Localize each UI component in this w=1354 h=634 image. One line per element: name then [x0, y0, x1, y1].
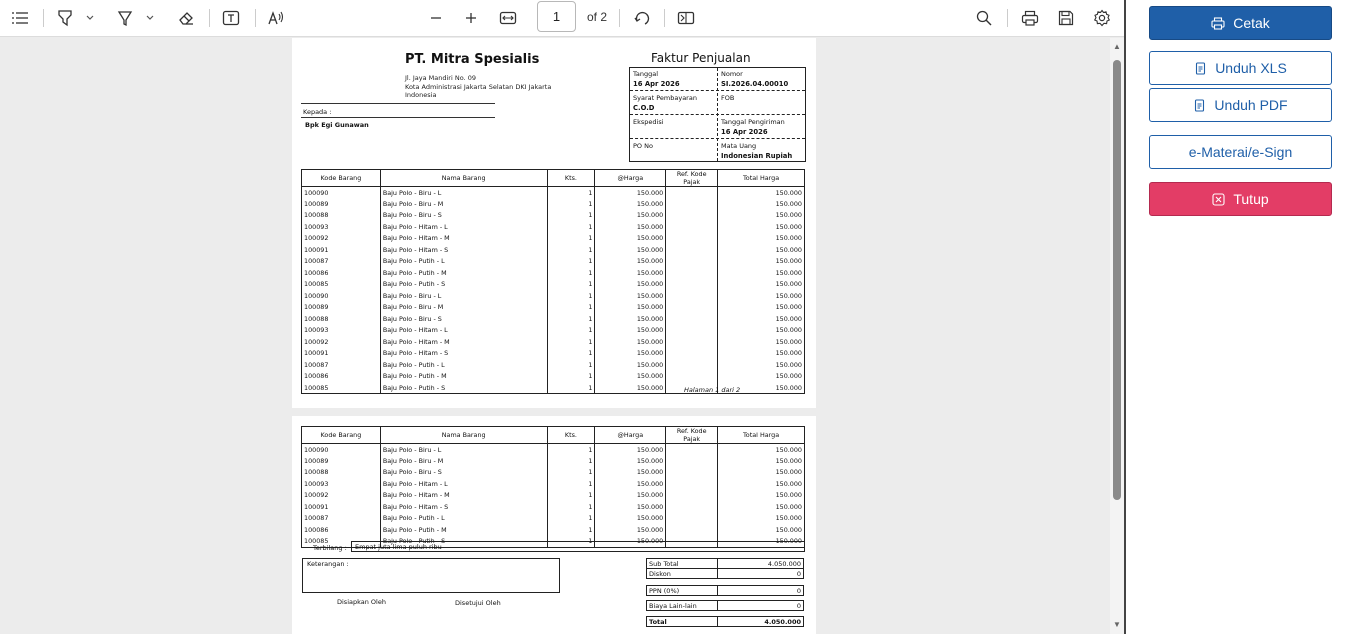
table-cell: Baju Polo - Hitam - M	[380, 336, 547, 348]
toolbar-divider	[1007, 9, 1008, 27]
table-cell: Baju Polo - Putih - S	[380, 382, 547, 394]
table-cell: 1	[547, 513, 595, 525]
total-row: Total 4.050.000	[647, 617, 804, 627]
table-cell: 100093	[302, 478, 381, 490]
table-cell: 150.000	[718, 302, 805, 314]
table-row	[302, 187, 805, 199]
table-cell: 1	[547, 478, 595, 490]
totals-table	[646, 585, 804, 596]
table-row	[302, 244, 805, 256]
table-cell: 150.000	[718, 279, 805, 291]
table-cell: 1	[547, 187, 595, 199]
table-cell: 100089	[302, 198, 381, 210]
table-cell: 100093	[302, 221, 381, 233]
table-cell: 150.000	[718, 233, 805, 245]
info-nomor: Nomor SI.2026.04.00010	[721, 70, 789, 88]
table-cell: 100092	[302, 336, 381, 348]
table-cell	[666, 336, 718, 348]
table-cell: 100087	[302, 359, 381, 371]
table-cell: 150.000	[595, 524, 666, 536]
toolbar-divider	[619, 9, 620, 27]
signature-approved: Disetujui Oleh	[455, 599, 501, 607]
table-cell: 1	[547, 467, 595, 479]
table-cell: 100091	[302, 244, 381, 256]
rotate-icon[interactable]	[631, 6, 653, 30]
page-count: of 2	[587, 10, 608, 24]
table-cell: 150.000	[718, 221, 805, 233]
table-cell: 150.000	[595, 198, 666, 210]
invoice-info-box	[629, 67, 806, 162]
table-cell: 100090	[302, 187, 381, 199]
table-cell: 150.000	[718, 524, 805, 536]
table-cell: Baju Polo - Biru - L	[380, 290, 547, 302]
totals-table	[646, 600, 804, 611]
table-cell: 150.000	[718, 267, 805, 279]
table-row	[302, 221, 805, 233]
table-cell: 1	[547, 325, 595, 337]
save-icon[interactable]	[1055, 6, 1077, 30]
table-cell: 150.000	[718, 371, 805, 383]
keterangan-box	[302, 558, 560, 593]
table-cell: 150.000	[595, 221, 666, 233]
table-cell: 100089	[302, 302, 381, 314]
table-cell: 150.000	[595, 467, 666, 479]
table-cell: 100086	[302, 371, 381, 383]
download-pdf-button[interactable]	[1149, 88, 1332, 122]
table-cell: 150.000	[595, 371, 666, 383]
toolbar-divider	[43, 9, 44, 27]
table-cell: 100092	[302, 490, 381, 502]
table-cell: Baju Polo - Putih - S	[380, 279, 547, 291]
table-cell: 100093	[302, 325, 381, 337]
table-cell: Baju Polo - Biru - M	[380, 455, 547, 467]
table-header-row	[302, 170, 805, 187]
table-cell: 100088	[302, 467, 381, 479]
info-tanggal: Tanggal 16 Apr 2026	[633, 70, 680, 88]
table-cell: 1	[547, 359, 595, 371]
search-icon[interactable]	[973, 6, 995, 30]
table-cell: 150.000	[595, 290, 666, 302]
table-cell: 150.000	[718, 325, 805, 337]
table-cell: 150.000	[595, 348, 666, 360]
table-cell: 1	[547, 210, 595, 222]
table-cell: 1	[547, 313, 595, 325]
table-cell: Baju Polo - Biru - M	[380, 198, 547, 210]
table-cell: 150.000	[718, 467, 805, 479]
table-cell: 100085	[302, 536, 381, 548]
table-cell	[666, 478, 718, 490]
scroll-down-arrow-icon[interactable]: ▼	[1113, 620, 1121, 629]
table-cell: 150.000	[595, 210, 666, 222]
table-cell	[666, 467, 718, 479]
table-cell	[666, 210, 718, 222]
table-cell	[666, 325, 718, 337]
table-cell	[666, 359, 718, 371]
table-cell: 150.000	[595, 256, 666, 268]
table-cell: 100091	[302, 501, 381, 513]
divider	[301, 103, 495, 104]
subtotal-row: Sub Total 4.050.000	[647, 559, 804, 569]
table-cell: 150.000	[718, 210, 805, 222]
customer-name: Bpk Egi Gunawan	[305, 121, 369, 129]
table-row	[302, 302, 805, 314]
download-pdf-label: Unduh PDF	[1214, 97, 1288, 113]
emeterai-esign-label: e-Materai/e-Sign	[1188, 144, 1293, 160]
info-ekspedisi: Ekspedisi	[633, 118, 664, 126]
divider	[301, 117, 495, 118]
divider	[630, 114, 805, 115]
table-cell: 150.000	[595, 490, 666, 502]
text-box-icon[interactable]	[220, 6, 242, 30]
table-cell	[666, 290, 718, 302]
company-address-line: Indonesia	[405, 91, 437, 99]
table-cell: 150.000	[595, 501, 666, 513]
print-button[interactable]	[1149, 6, 1332, 40]
company-address-line: Kota Administrasi Jakarta Selatan DKI Jakarta	[405, 83, 552, 91]
table-row	[302, 267, 805, 279]
settings-gear-icon[interactable]	[1091, 6, 1113, 30]
table-row	[302, 198, 805, 210]
table-cell: 150.000	[718, 313, 805, 325]
column-header: Nama Barang	[380, 170, 547, 187]
items-table	[301, 169, 805, 394]
table-row	[302, 467, 805, 479]
table-cell: 150.000	[595, 359, 666, 371]
print-icon[interactable]	[1019, 6, 1041, 30]
table-cell: Baju Polo - Putih - L	[380, 359, 547, 371]
table-cell: 1	[547, 267, 595, 279]
table-cell: 150.000	[718, 455, 805, 467]
table-cell: 1	[547, 198, 595, 210]
chevron-down-icon[interactable]	[144, 6, 156, 30]
company-address-line: Jl. Jaya Mandiri No. 09	[405, 74, 476, 82]
table-row	[302, 478, 805, 490]
table-header-row	[302, 427, 805, 444]
table-cell: Baju Polo - Hitam - M	[380, 490, 547, 502]
page-view-icon[interactable]	[675, 6, 697, 30]
draw-icon[interactable]	[114, 6, 136, 30]
ppn-row: PPN (0%) 0	[647, 586, 804, 596]
table-cell: Baju Polo - Biru - S	[380, 210, 547, 222]
table-cell: 1	[547, 524, 595, 536]
table-cell: Baju Polo - Biru - M	[380, 302, 547, 314]
table-cell	[666, 490, 718, 502]
table-cell	[666, 187, 718, 199]
table-row	[302, 444, 805, 456]
table-cell: 150.000	[718, 348, 805, 360]
info-tanggal-pengiriman: Tanggal Pengiriman 16 Apr 2026	[721, 118, 785, 136]
table-cell: 150.000	[595, 267, 666, 279]
table-row	[302, 513, 805, 525]
table-cell: 100088	[302, 313, 381, 325]
table-cell	[666, 371, 718, 383]
table-cell: 1	[547, 444, 595, 456]
table-cell: 150.000	[718, 478, 805, 490]
table-row	[302, 325, 805, 337]
vertical-scrollbar[interactable]	[1110, 38, 1124, 634]
table-cell: 100090	[302, 290, 381, 302]
table-row	[302, 336, 805, 348]
table-cell: 1	[547, 371, 595, 383]
divider	[630, 138, 805, 139]
table-cell: 100086	[302, 267, 381, 279]
table-row	[302, 313, 805, 325]
table-cell	[666, 455, 718, 467]
column-header: Kode Barang	[302, 170, 381, 187]
table-cell: 1	[547, 490, 595, 502]
divider	[630, 90, 805, 91]
table-cell	[666, 233, 718, 245]
keterangan-label: Keterangan :	[307, 560, 349, 568]
table-cell: 150.000	[718, 198, 805, 210]
table-cell: 100090	[302, 444, 381, 456]
table-cell: 1	[547, 382, 595, 394]
table-cell: 150.000	[718, 256, 805, 268]
table-cell: 150.000	[595, 444, 666, 456]
table-cell: 1	[547, 302, 595, 314]
read-aloud-icon[interactable]	[265, 6, 287, 30]
table-cell: 150.000	[595, 233, 666, 245]
column-header: @Harga	[595, 170, 666, 187]
table-cell: 150.000	[595, 279, 666, 291]
table-cell: 100087	[302, 513, 381, 525]
table-row	[302, 348, 805, 360]
table-cell	[666, 513, 718, 525]
table-cell: 100091	[302, 348, 381, 360]
table-cell: 150.000	[718, 244, 805, 256]
table-cell: 1	[547, 279, 595, 291]
table-cell: 100085	[302, 279, 381, 291]
table-cell	[666, 267, 718, 279]
zoom-out-icon[interactable]	[425, 6, 447, 30]
table-cell: 150.000	[595, 536, 666, 548]
table-cell: Baju Polo - Hitam - S	[380, 501, 547, 513]
table-cell: 1	[547, 348, 595, 360]
table-cell: 150.000	[595, 187, 666, 199]
table-cell: 100087	[302, 256, 381, 268]
info-fob: FOB	[721, 94, 735, 102]
page-footer: Halaman 1 dari 2	[684, 386, 741, 394]
recipient-label: Kepada :	[303, 108, 332, 116]
table-cell: Baju Polo - Biru - S	[380, 313, 547, 325]
table-cell: 150.000	[595, 513, 666, 525]
document-icon	[1194, 62, 1207, 75]
print-button-label: Cetak	[1233, 15, 1270, 31]
table-cell: Baju Polo - Hitam - L	[380, 478, 547, 490]
action-panel	[1126, 0, 1354, 634]
eraser-icon[interactable]	[175, 6, 197, 30]
table-cell	[666, 221, 718, 233]
table-cell: 150.000	[595, 382, 666, 394]
table-cell: 150.000	[718, 290, 805, 302]
table-cell	[666, 348, 718, 360]
table-cell	[666, 244, 718, 256]
table-cell: 1	[547, 536, 595, 548]
table-cell: 1	[547, 501, 595, 513]
table-row	[302, 490, 805, 502]
table-cell: 1	[547, 244, 595, 256]
table-cell: 150.000	[718, 490, 805, 502]
table-row	[302, 210, 805, 222]
page-number-input[interactable]	[537, 1, 576, 32]
column-header: Total Harga	[718, 427, 805, 444]
table-cell: 150.000	[595, 302, 666, 314]
table-cell: 150.000	[718, 382, 805, 394]
invoice-page-2	[292, 416, 816, 634]
chevron-down-icon[interactable]	[84, 6, 96, 30]
table-cell: 150.000	[595, 244, 666, 256]
table-cell: 150.000	[595, 336, 666, 348]
info-po: PO No	[633, 142, 653, 150]
table-cell	[666, 501, 718, 513]
zoom-in-icon[interactable]	[460, 6, 482, 30]
diskon-row: Diskon 0	[647, 569, 804, 579]
table-cell: 150.000	[595, 313, 666, 325]
table-cell: 100089	[302, 455, 381, 467]
pdf-toolbar	[0, 0, 1124, 37]
toolbar-divider	[664, 9, 665, 27]
toolbar-divider	[209, 9, 210, 27]
table-cell: 150.000	[718, 336, 805, 348]
table-row	[302, 501, 805, 513]
table-cell: 1	[547, 455, 595, 467]
items-table	[301, 426, 805, 548]
table-cell: Baju Polo - Biru - S	[380, 467, 547, 479]
table-cell: 1	[547, 336, 595, 348]
table-cell: 150.000	[595, 325, 666, 337]
table-cell: 150.000	[595, 478, 666, 490]
table-cell: 1	[547, 290, 595, 302]
scrollbar-thumb[interactable]	[1113, 60, 1121, 500]
invoice-page-1	[292, 38, 816, 408]
table-cell	[666, 279, 718, 291]
table-cell	[666, 256, 718, 268]
column-header: Kts.	[547, 170, 595, 187]
table-cell: 100092	[302, 233, 381, 245]
table-cell: 150.000	[718, 359, 805, 371]
download-xls-button[interactable]	[1149, 51, 1332, 85]
table-cell: Baju Polo - Biru - L	[380, 444, 547, 456]
table-cell: 150.000	[595, 455, 666, 467]
document-icon	[1193, 99, 1206, 112]
table-row	[302, 233, 805, 245]
column-header: @Harga	[595, 427, 666, 444]
table-cell: Baju Polo - Hitam - S	[380, 348, 547, 360]
table-cell: 150.000	[718, 187, 805, 199]
table-cell	[666, 524, 718, 536]
close-button[interactable]	[1149, 182, 1332, 216]
document-title: Faktur Penjualan	[651, 51, 751, 65]
table-cell	[666, 313, 718, 325]
table-cell: Baju Polo - Putih - S	[380, 536, 547, 548]
table-row	[302, 290, 805, 302]
table-cell: 150.000	[718, 501, 805, 513]
table-cell: Baju Polo - Putih - L	[380, 256, 547, 268]
table-cell: 100088	[302, 210, 381, 222]
terbilang-label: Terbilang :	[313, 544, 347, 552]
info-syarat: Syarat Pembayaran C.O.D	[633, 94, 697, 112]
table-cell: Baju Polo - Hitam - L	[380, 221, 547, 233]
table-row	[302, 524, 805, 536]
table-cell: Baju Polo - Hitam - M	[380, 233, 547, 245]
table-cell	[666, 444, 718, 456]
table-cell: 150.000	[718, 536, 805, 548]
table-cell: Baju Polo - Putih - M	[380, 267, 547, 279]
column-header: Nama Barang	[380, 427, 547, 444]
table-cell: 150.000	[718, 444, 805, 456]
column-header: Kts.	[547, 427, 595, 444]
table-cell	[666, 302, 718, 314]
table-cell: Baju Polo - Putih - M	[380, 524, 547, 536]
table-row	[302, 371, 805, 383]
close-button-label: Tutup	[1233, 191, 1269, 207]
print-icon	[1211, 17, 1225, 30]
toolbar-divider	[255, 9, 256, 27]
document-scroll-area[interactable]	[0, 38, 1124, 634]
biaya-row: Biaya Lain-lain 0	[647, 601, 804, 611]
contents-icon[interactable]	[9, 6, 31, 30]
table-cell: Baju Polo - Putih - M	[380, 371, 547, 383]
table-cell	[666, 198, 718, 210]
table-row	[302, 359, 805, 371]
company-name: PT. Mitra Spesialis	[405, 52, 540, 67]
table-row	[302, 279, 805, 291]
column-header: Ref. Kode Pajak	[666, 170, 718, 187]
table-cell: 100085	[302, 382, 381, 394]
terbilang-value: Empat juta lima puluh ribu	[351, 541, 805, 552]
table-cell: 100086	[302, 524, 381, 536]
close-icon	[1212, 193, 1225, 206]
info-mata-uang: Mata Uang Indonesian Rupiah	[721, 142, 793, 160]
signature-prepared: Disiapkan Oleh	[337, 598, 386, 606]
column-header: Kode Barang	[302, 427, 381, 444]
table-cell: 150.000	[718, 513, 805, 525]
table-cell: Baju Polo - Putih - L	[380, 513, 547, 525]
table-cell: Baju Polo - Biru - L	[380, 187, 547, 199]
table-cell: Baju Polo - Hitam - S	[380, 244, 547, 256]
totals-table	[646, 558, 804, 579]
download-xls-label: Unduh XLS	[1215, 60, 1287, 76]
scroll-up-arrow-icon[interactable]: ▲	[1113, 42, 1121, 51]
table-cell: Baju Polo - Hitam - L	[380, 325, 547, 337]
totals-table	[646, 616, 804, 627]
column-header: Ref. Kode Pajak	[666, 427, 718, 444]
table-row	[302, 256, 805, 268]
table-row	[302, 455, 805, 467]
fit-width-icon[interactable]	[497, 6, 519, 30]
column-header: Total Harga	[718, 170, 805, 187]
table-cell: 1	[547, 256, 595, 268]
table-cell: 1	[547, 233, 595, 245]
table-cell: 1	[547, 221, 595, 233]
highlight-icon[interactable]	[54, 6, 76, 30]
emeterai-esign-button[interactable]	[1149, 135, 1332, 169]
